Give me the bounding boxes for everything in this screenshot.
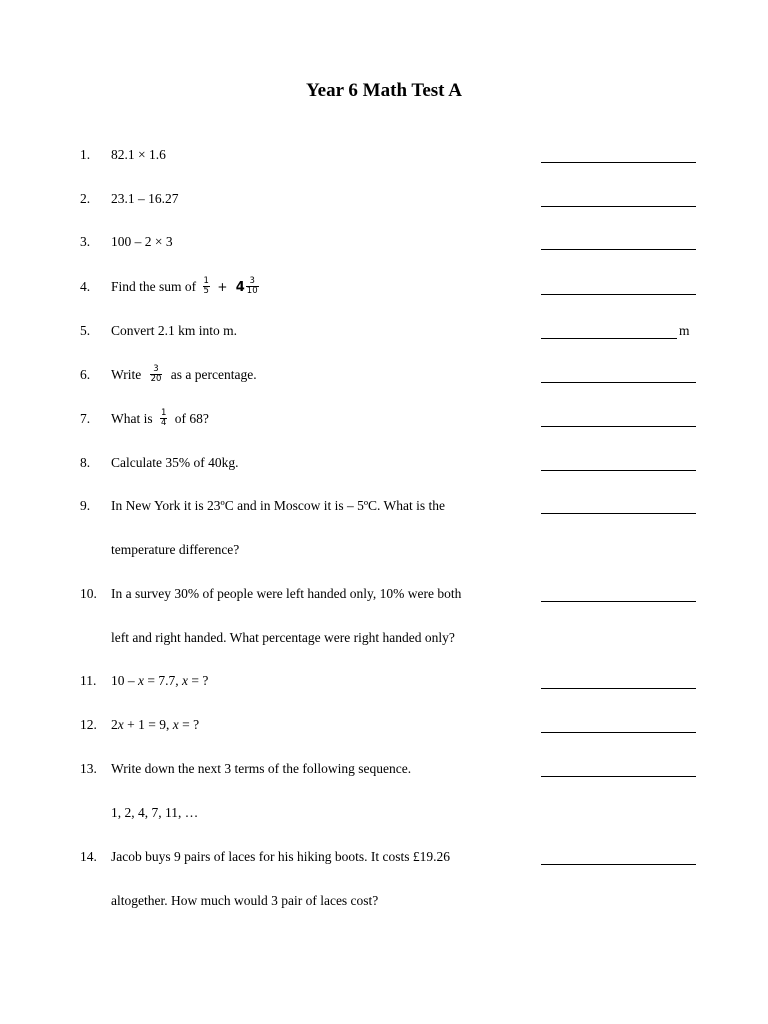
question-text-suffix: of 68?: [174, 411, 209, 426]
question-number: 10.: [80, 586, 97, 601]
question-number: 6.: [80, 367, 91, 382]
plus-operator: +: [217, 280, 228, 294]
question-text: [111, 364, 257, 386]
question-text: Convert 2.1 km into m.: [111, 323, 237, 338]
fraction-three-tenths: $\frac{3}{10}$: [246, 276, 258, 297]
question-text: 82.1 × 1.6: [111, 147, 166, 162]
question-text: Write down the next 3 terms of the following sequence.: [111, 761, 412, 776]
question-text-prefix: Write: [111, 367, 142, 382]
fraction-three-twentieths: $\frac{3}{20}$: [150, 364, 162, 385]
answer-line-5[interactable]: [541, 338, 677, 339]
question-text-continued: left and right handed. What percentage were right handed only?: [111, 630, 455, 645]
question-text: 100 – 2 × 3: [111, 234, 173, 249]
answer-line-14[interactable]: [541, 864, 696, 865]
page-title: Year 6 Math Test A: [306, 80, 462, 101]
answer-line-13[interactable]: [541, 776, 696, 777]
question-text-prefix: What is: [111, 411, 153, 426]
question-number: 4.: [80, 279, 91, 294]
question-text: Calculate 35% of 40kg.: [111, 455, 239, 470]
question-text: 2x + 1 = 9, x = ?: [111, 717, 200, 732]
answer-line-2[interactable]: [541, 206, 696, 207]
answer-line-4[interactable]: [541, 294, 696, 295]
question-text: In New York it is 23ºC and in Moscow it is – 5ºC. What is the: [111, 498, 445, 513]
question-number: 3.: [80, 234, 91, 249]
question-number: 11.: [80, 673, 97, 688]
question-number: 2.: [80, 191, 91, 206]
question-text: 23.1 – 16.27: [111, 191, 179, 206]
answer-line-1[interactable]: [541, 162, 696, 163]
question-number: 1.: [80, 147, 91, 162]
question-text: Jacob buys 9 pairs of laces for his hiking boots. It costs £19.26: [111, 849, 450, 864]
question-text-continued: temperature difference?: [111, 542, 240, 557]
question-number: 12.: [80, 717, 97, 732]
question-text-continued: altogether. How much would 3 pair of laces cost?: [111, 893, 379, 908]
answer-line-3[interactable]: [541, 249, 696, 250]
question-text: [111, 408, 209, 430]
question-number: 5.: [80, 323, 91, 338]
answer-line-10[interactable]: [541, 601, 696, 602]
question-number: 14.: [80, 849, 97, 864]
answer-line-12[interactable]: [541, 732, 696, 733]
answer-line-8[interactable]: [541, 470, 696, 471]
mixed-number-whole: 4: [235, 279, 245, 295]
answer-line-6[interactable]: [541, 382, 696, 383]
question-number: 7.: [80, 411, 91, 426]
answer-line-7[interactable]: [541, 426, 696, 427]
answer-unit: m: [679, 323, 690, 338]
question-number: 8.: [80, 455, 91, 470]
question-text-suffix: as a percentage.: [170, 367, 257, 382]
answer-line-9[interactable]: [541, 513, 696, 514]
question-text: 10 – x = 7.7, x = ?: [111, 673, 209, 688]
question-text-prefix: Find the sum of: [111, 279, 197, 294]
answer-line-11[interactable]: [541, 688, 696, 689]
question-number: 13.: [80, 761, 97, 776]
question-text: In a survey 30% of people were left handed only, 10% were both: [111, 586, 462, 601]
sequence-text: 1, 2, 4, 7, 11, …: [111, 805, 199, 820]
question-text: [111, 276, 262, 299]
fraction-one-fifth: $\frac{1}{5}$: [203, 276, 209, 297]
question-number: 9.: [80, 498, 91, 513]
fraction-one-quarter: $\frac{1}{4}$: [161, 408, 167, 429]
